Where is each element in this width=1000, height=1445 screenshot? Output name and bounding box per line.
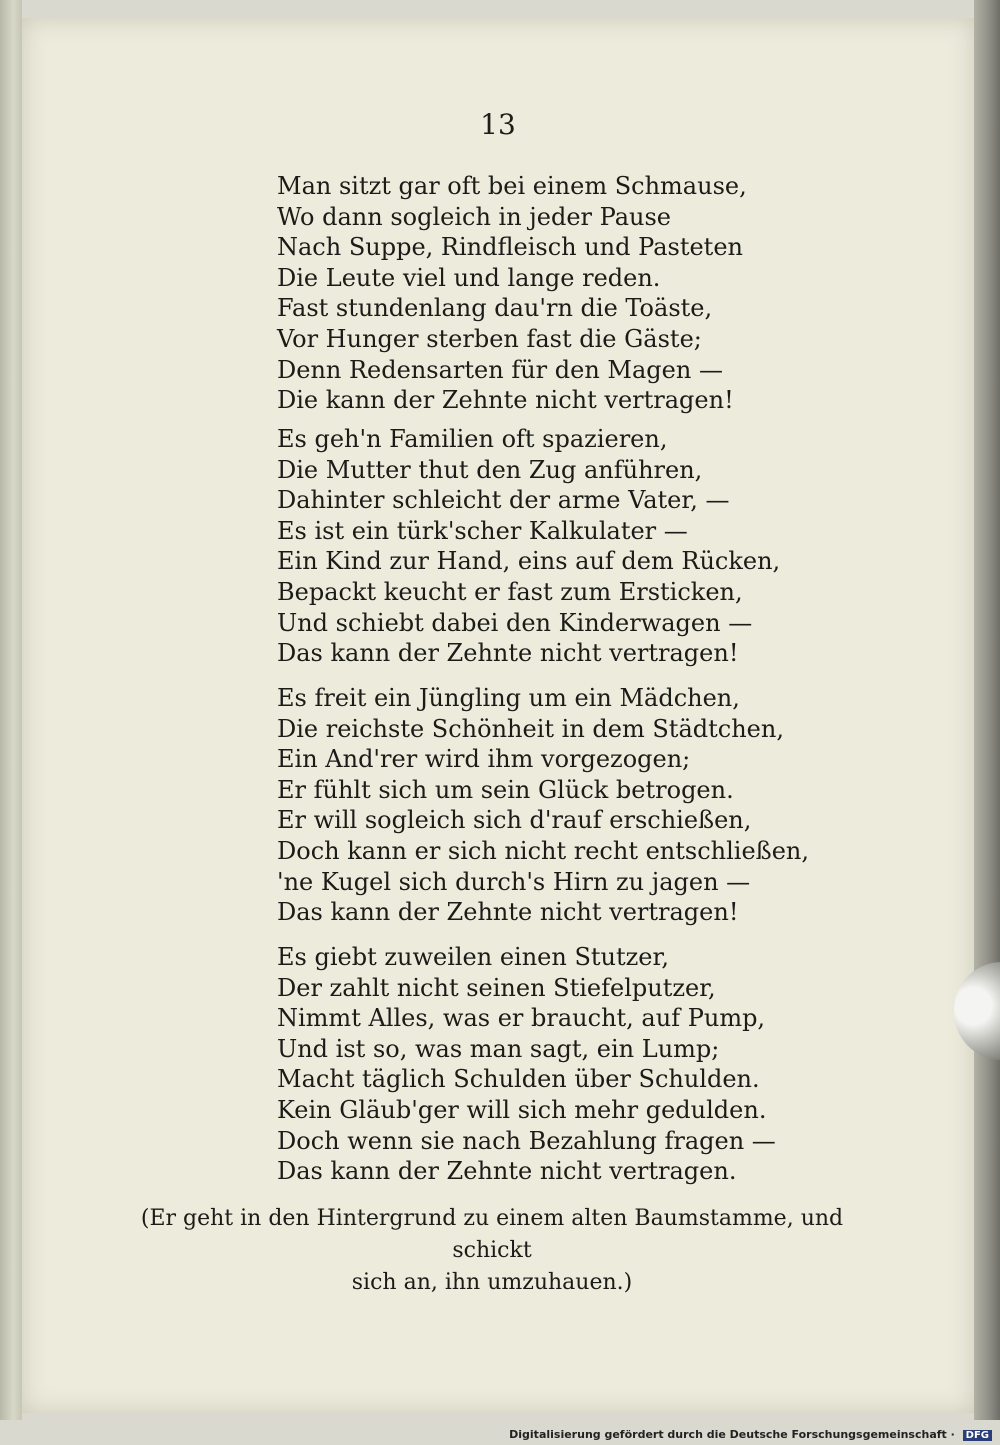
verse-line: Nimmt Alles, was er braucht, auf Pump, (277, 1004, 766, 1033)
stanza-3 (277, 683, 837, 928)
verse-line: Doch kann er sich nicht recht entschließen, (277, 836, 809, 865)
verse-line: Das kann der Zehnte nicht vertragen! (277, 639, 739, 668)
verse-line: Doch wenn sie nach Bezahlung fragen — (277, 1126, 776, 1155)
verse-line: Bepackt keucht er fast zum Ersticken, (277, 577, 743, 606)
verse-line: Man sitzt gar oft bei einem Schmause, (277, 172, 747, 200)
book-page (22, 18, 974, 1413)
verse-line: Es geh'n Familien oft spazieren, (277, 425, 668, 453)
verse-line: Und schiebt dabei den Kinderwagen — (277, 608, 753, 637)
verse-line: Wo dann sogleich in jeder Pause (277, 202, 671, 231)
verse-line: Es giebt zuweilen einen Stutzer, (277, 943, 669, 971)
stanza-1 (277, 171, 837, 416)
stanza-4 (277, 942, 837, 1187)
stage-direction-line: sich an, ihn umzuhauen.) (351, 1270, 633, 1295)
verse-line: Macht täglich Schulden über Schulden. (277, 1065, 760, 1094)
verse-line: Er fühlt sich um sein Glück betrogen. (277, 775, 734, 804)
stage-direction (132, 1203, 852, 1299)
digitization-credit (509, 1428, 992, 1441)
verse-line: Das kann der Zehnte nicht vertragen! (277, 898, 739, 927)
verse-line: Ein Kind zur Hand, eins auf dem Rücken, (277, 547, 781, 576)
verse-line: Denn Redensarten für den Magen — (277, 355, 723, 384)
verse-line: Kein Gläub'ger will sich mehr gedulden. (277, 1095, 767, 1124)
verse-line: Fast stundenlang dau'rn die Toäste, (277, 294, 713, 323)
stanza-2 (277, 424, 837, 669)
page-number: 13 (480, 108, 516, 141)
verse-line: Die Mutter thut den Zug anführen, (277, 455, 703, 484)
verse-line: Ein And'rer wird ihm vorgezogen; (277, 745, 691, 774)
page-edge (974, 0, 1000, 1420)
dfg-logo: DFG (963, 1430, 992, 1441)
verse-line: Dahinter schleicht der arme Vater, — (277, 486, 730, 515)
verse-line: 'ne Kugel sich durch's Hirn zu jagen — (277, 867, 751, 896)
verse-line: Es ist ein türk'scher Kalkulater — (277, 516, 688, 545)
verse-line: Nach Suppe, Rindfleisch und Pasteten (277, 233, 743, 262)
verse-line: Vor Hunger sterben fast die Gäste; (277, 324, 702, 353)
verse-line: Die kann der Zehnte nicht vertragen! (277, 386, 734, 415)
verse-line: Die reichste Schönheit in dem Städtchen, (277, 714, 784, 743)
credit-text: Digitalisierung gefördert durch die Deutsche Forschungsgemeinschaft · (509, 1428, 955, 1441)
book-gutter (0, 0, 22, 1420)
verse-line: Der zahlt nicht seinen Stiefelputzer, (277, 973, 716, 1002)
verse-line: Er will sogleich sich d'rauf erschießen, (277, 806, 752, 835)
verse-line: Es freit ein Jüngling um ein Mädchen, (277, 684, 740, 712)
stage-direction-line: (Er geht in den Hintergrund zu einem alten Baumstamme, und schickt (140, 1206, 844, 1263)
verse-line: Das kann der Zehnte nicht vertragen. (277, 1157, 737, 1186)
verse-line: Und ist so, was man sagt, ein Lump; (277, 1034, 720, 1063)
verse-line: Die Leute viel und lange reden. (277, 263, 661, 292)
